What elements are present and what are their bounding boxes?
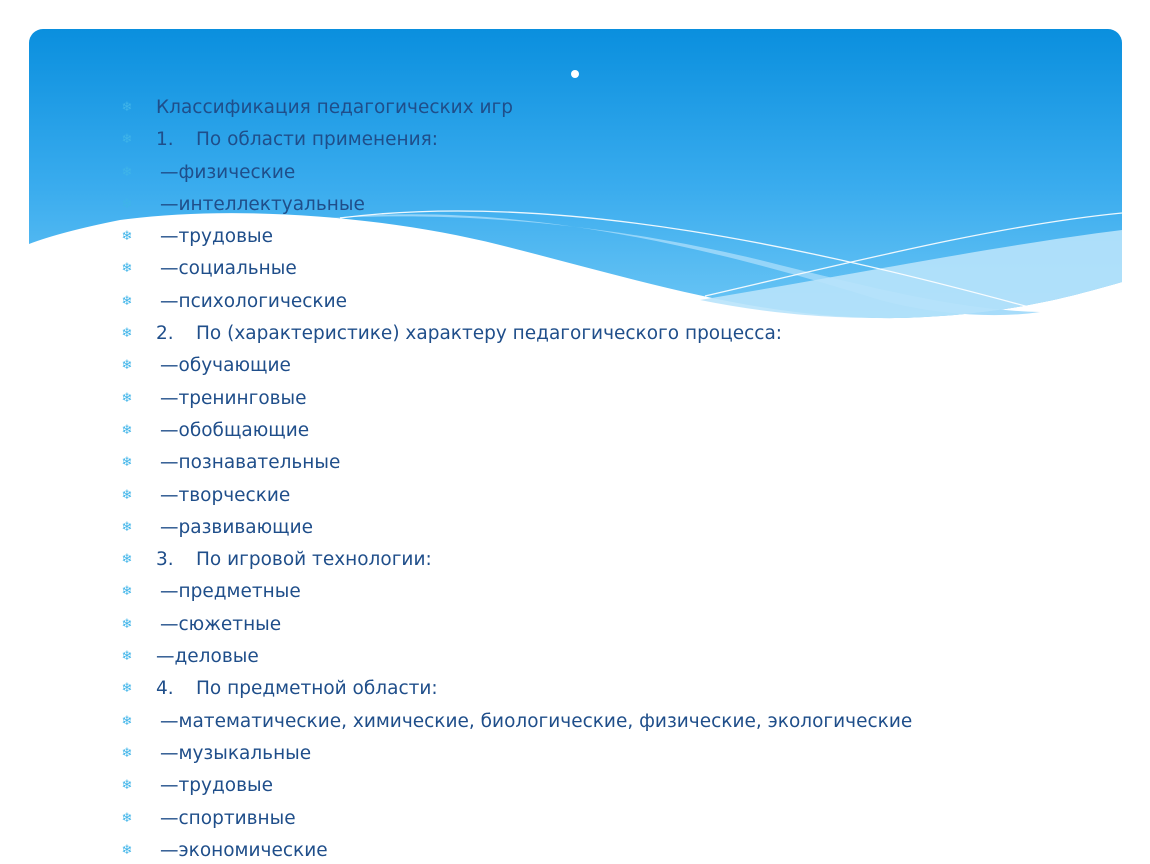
section-title: По области применения: (196, 129, 439, 151)
list-item (118, 415, 1118, 447)
section-title: По игровой технологии: (196, 549, 432, 571)
category-item: —математические, химические, биологические, физические, экологические (160, 710, 913, 732)
list-item (118, 318, 1118, 350)
category-item: —интеллектуальные (160, 193, 365, 215)
section-number: 2. (156, 323, 174, 345)
snowflake-bullet-icon: ❄ (121, 100, 133, 115)
list-item (118, 286, 1118, 318)
list-item (118, 835, 1118, 864)
snowflake-bullet-icon: ❄ (121, 649, 133, 665)
snowflake-bullet-icon: ❄ (121, 487, 133, 503)
category-item: —обучающие (160, 355, 291, 377)
category-item: —трудовые (160, 226, 273, 248)
list-item (118, 124, 1118, 156)
snowflake-bullet-icon: ❄ (121, 358, 133, 374)
category-item: —социальные (160, 258, 297, 280)
list-item (118, 641, 1118, 673)
snowflake-bullet-icon: ❄ (121, 552, 133, 568)
section-number: 3. (156, 549, 174, 571)
snowflake-bullet-icon: ❄ (121, 229, 133, 245)
list-item (118, 576, 1118, 608)
snowflake-bullet-icon: ❄ (121, 326, 133, 342)
snowflake-bullet-icon: ❄ (121, 713, 133, 729)
snowflake-bullet-icon: ❄ (121, 745, 133, 761)
list-item (118, 221, 1118, 253)
category-item: —познавательные (160, 452, 341, 474)
category-item: —тренинговые (160, 387, 307, 409)
category-item: —экономические (160, 839, 328, 861)
list-item (118, 673, 1118, 705)
list-item (118, 157, 1118, 189)
list-item (118, 253, 1118, 285)
section-heading (156, 544, 432, 576)
list-item (118, 447, 1118, 479)
snowflake-bullet-icon: ❄ (121, 778, 133, 794)
snowflake-bullet-icon: ❄ (121, 196, 133, 212)
category-item: —трудовые (160, 775, 273, 797)
list-item (118, 383, 1118, 415)
section-title: По (характеристике) характеру педагогического процесса: (196, 323, 783, 345)
section-number: 1. (156, 129, 174, 151)
title-placeholder-dot (571, 70, 579, 78)
list-item (118, 480, 1118, 512)
category-item: —предметные (160, 581, 301, 603)
list-item (118, 803, 1118, 835)
category-item: —развивающие (160, 516, 313, 538)
list-item (118, 706, 1118, 738)
snowflake-bullet-icon: ❄ (121, 616, 133, 632)
list-item (118, 738, 1118, 770)
category-item: —спортивные (160, 807, 296, 829)
snowflake-bullet-icon: ❄ (121, 293, 133, 309)
snowflake-bullet-icon: ❄ (121, 455, 133, 471)
list-item (118, 770, 1118, 802)
snowflake-bullet-icon: ❄ (121, 681, 133, 697)
list-item (118, 92, 1118, 124)
list-item (118, 512, 1118, 544)
snowflake-bullet-icon: ❄ (121, 164, 133, 180)
slide-heading: Классификация педагогических игр (156, 97, 514, 118)
snowflake-bullet-icon: ❄ (121, 422, 133, 438)
section-heading (156, 318, 782, 350)
category-item: —психологические (160, 290, 348, 312)
section-number: 4. (156, 678, 174, 700)
snowflake-bullet-icon: ❄ (121, 584, 133, 600)
list-item (118, 189, 1118, 221)
section-heading (156, 124, 438, 156)
category-item: —творческие (160, 484, 291, 506)
snowflake-bullet-icon: ❄ (121, 132, 133, 148)
list-item (118, 609, 1118, 641)
category-item: —обобщающие (160, 419, 310, 441)
category-item: —физические (160, 161, 296, 183)
snowflake-bullet-icon: ❄ (121, 842, 133, 858)
snowflake-bullet-icon: ❄ (121, 810, 133, 826)
list-item (118, 350, 1118, 382)
list-item (118, 544, 1118, 576)
section-heading (156, 673, 438, 705)
category-item: —сюжетные (160, 613, 282, 635)
snowflake-bullet-icon: ❄ (121, 519, 133, 535)
category-item: —музыкальные (160, 742, 312, 764)
section-title: По предметной области: (196, 678, 438, 700)
snowflake-bullet-icon: ❄ (121, 390, 133, 406)
content-list (118, 92, 1118, 864)
snowflake-bullet-icon: ❄ (121, 261, 133, 277)
category-item: —деловые (156, 646, 259, 668)
